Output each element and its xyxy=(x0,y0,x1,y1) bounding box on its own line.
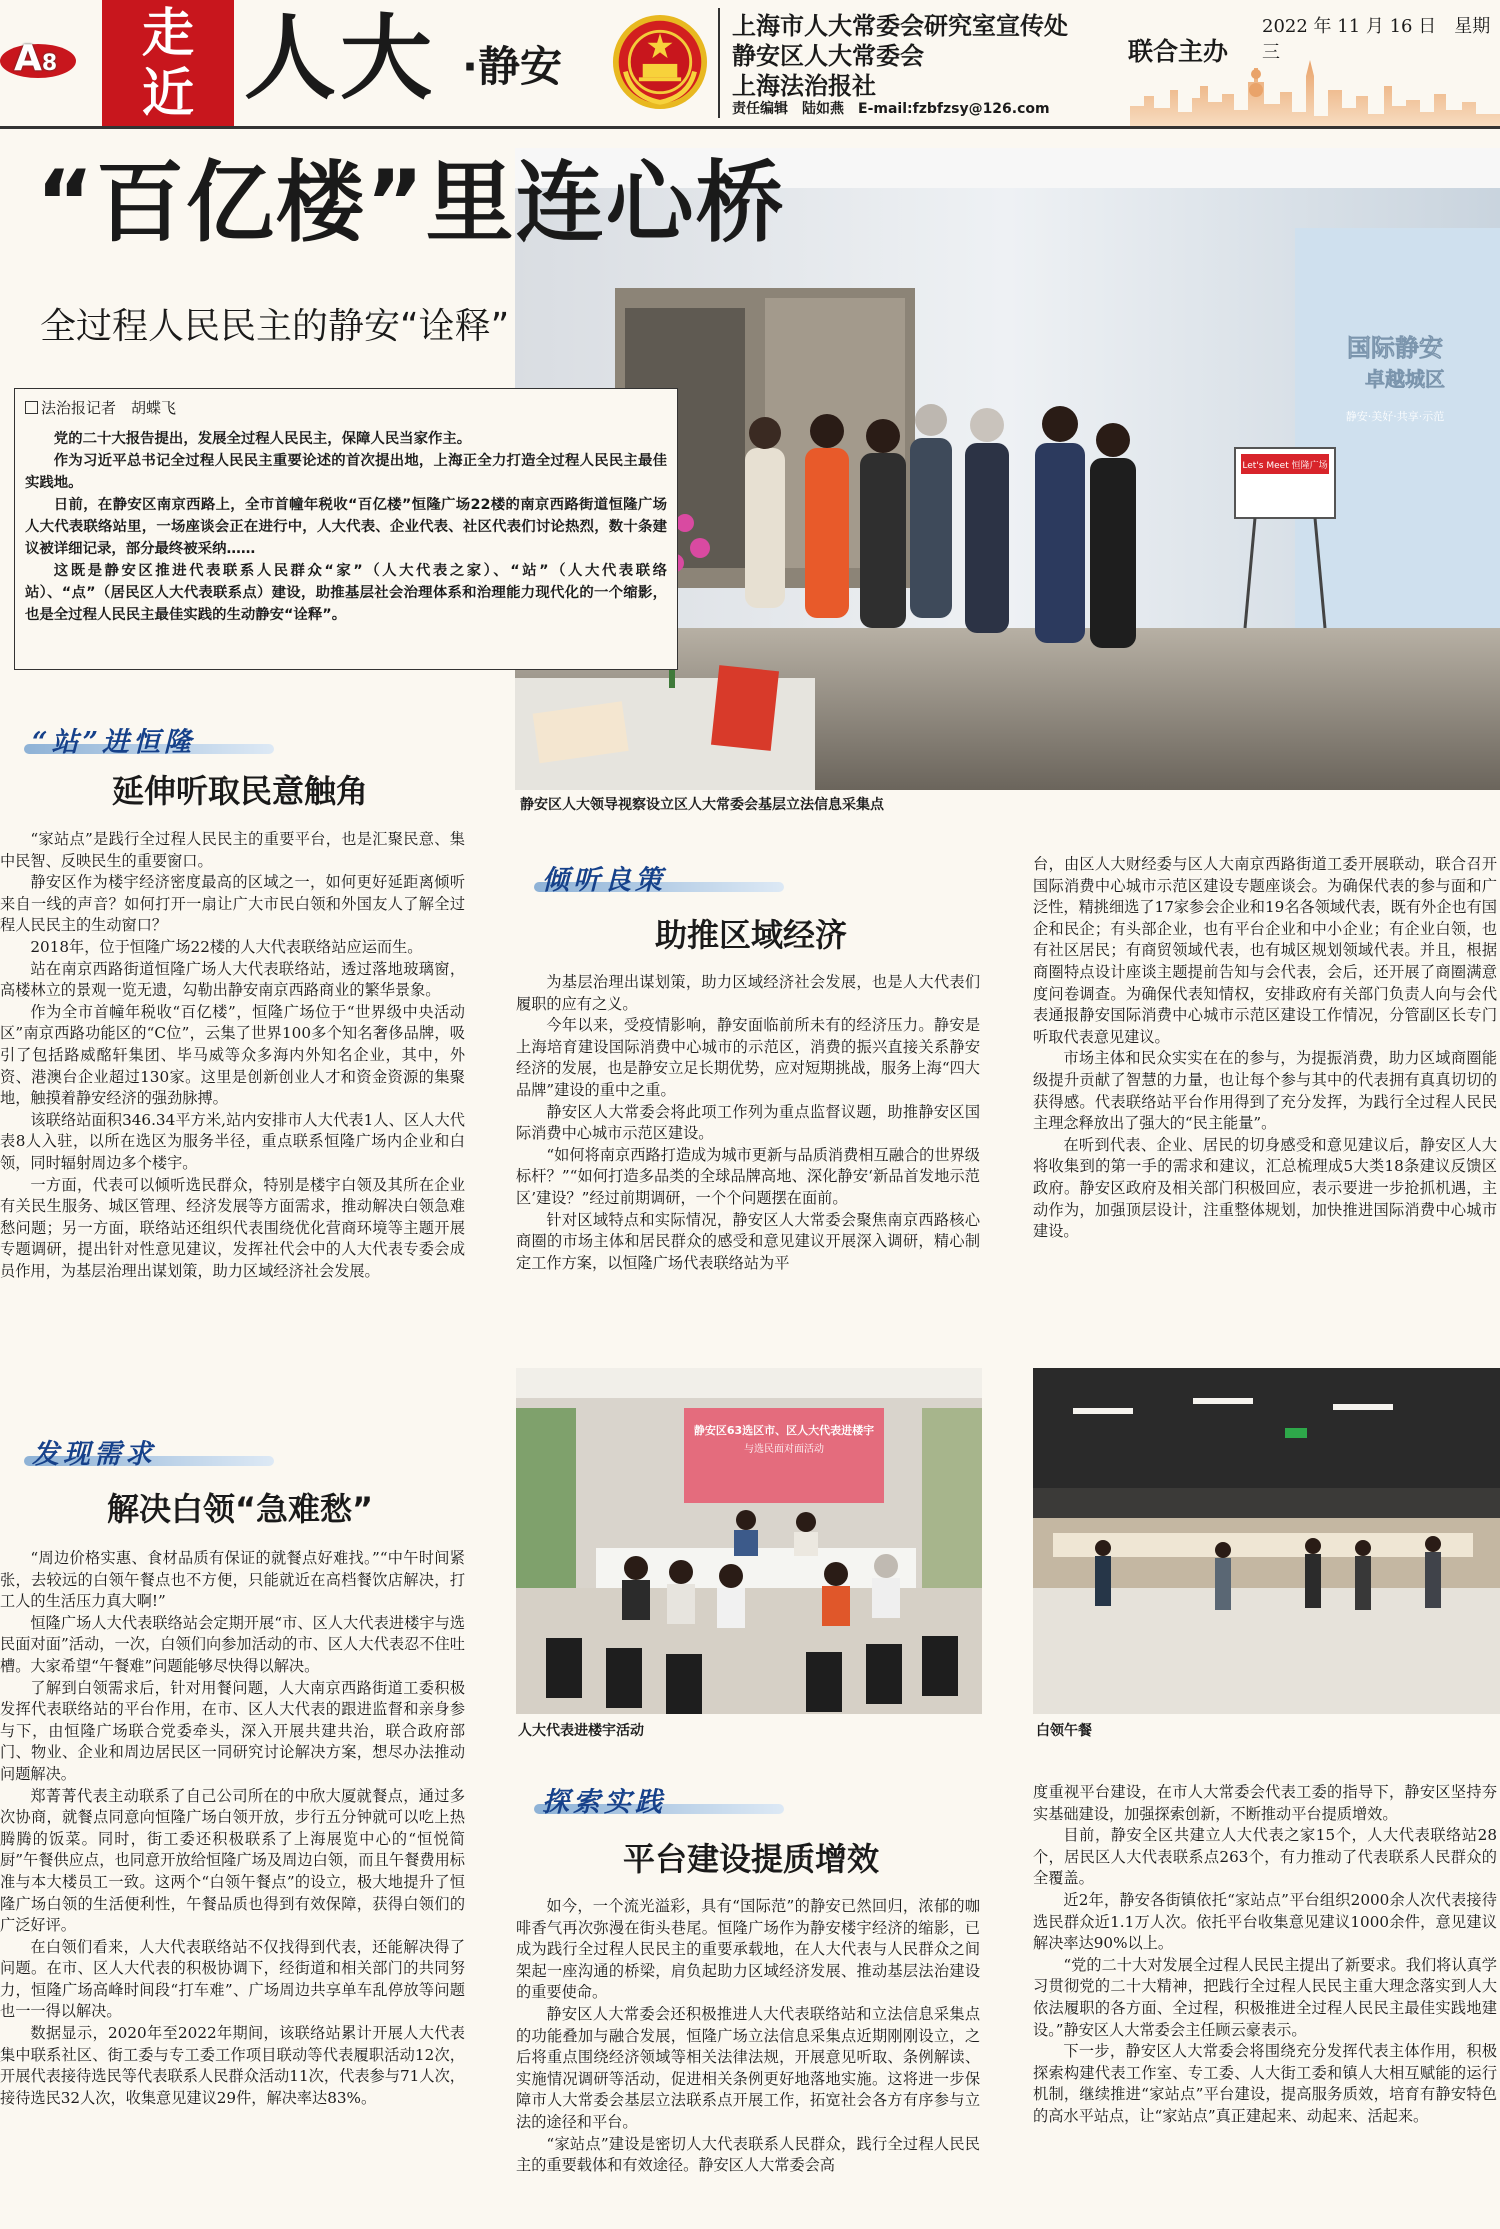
section4-title: 平台建设提质增效 xyxy=(622,1840,879,1878)
section3-paragraph: 台，由区人大财经委与区人大南京西路街道工委开展联动，联合召开国际消费中心城市示范区建设专题座谈会。为确保代表的参与面和广泛性，精挑细选了17家参会企业和19名各领域代表，既有外企也有国企和民企；有头部企业，也有平台企业和中小企业；有企业白领，也有社区居民；有商贸领域代表，也有城区规划领域代表。并且，根据商圈特点设计座谈主题提前告知与会代表，会后，还开展了商圈满意度问卷调查。为确保代表知情权，安排政府有关部门负责人向与会代表通报静安国际消费中心城市示范区建设工作情况，分管副区长专门听取代表意见建议。 xyxy=(1033,855,1497,1046)
section1-title: 延伸听取民意触角 xyxy=(111,772,368,810)
section3-paragraph: 为基层治理出谋划策，助力区域经济社会发展，也是人大代表们履职的应有之义。 xyxy=(516,973,980,1013)
masthead-rule xyxy=(0,126,1500,129)
section3-paragraph: 针对区域特点和实际情况，静安区人大常委会聚焦南京西路核心商圈的市场主体和居民群众的感受和意见建议开展深入调研，精心制定工作方案，以恒隆广场代表联络站为平 xyxy=(516,1210,980,1272)
section1-body xyxy=(0,829,465,1282)
byline xyxy=(25,397,667,418)
section4-paragraph: 度重视平台建设，在市人大常委会代表工委的指导下，静安区坚持夯实基础建设，加强探索创新，不断推动平台提质增效。 xyxy=(1033,1783,1497,1823)
headline: “百亿楼”里连心桥 xyxy=(36,151,786,254)
section4-paragraph: “家站点”建设是密切人大代表联系人民群众，践行全过程人民民主的重要载体和有效途径。静安区人大常委会高 xyxy=(516,2134,980,2175)
intro-paragraph: 这既是静安区推进代表联系人民群众“家”（人大代表之家）、“站”（人大代表联络站）、“点”（居民区人大代表联系点）建设，助推基层社会治理体系和治理能力现代化的一个缩影，也是全过程人民民主最佳实践的生动静安“诠释”。 xyxy=(25,563,667,623)
editor-line: 责任编辑 陆如燕 E-mail:fzbfzsy@126.com xyxy=(732,101,1050,117)
section3-title: 助推区域经济 xyxy=(654,916,847,954)
section1-paragraph: 作为全市首幢年税收“百亿楼”，恒隆广场位于“世界级中央活动区”南京西路功能区的“C位”，云集了世界100多个知名奢侈品牌，吸引了包括路威酩轩集团、毕马威等众多海内外知名企业，其中，外资、港澳台企业超过130家。这里是创新创业人才和资金资源的集聚地，触摸着静安经济的强劲脉搏。 xyxy=(0,1002,465,1108)
section4-paragraph: 下一步，静安区人大常委会将围绕充分发挥代表主体作用，积极探索构建代表工作室、专工委、人大街工委和镇人大相互赋能的运行机制，继续推进“家站点”平台建设，提高服务质效，培育有静安特色的高水平站点，让“家站点”真正建起来、动起来、活起来。 xyxy=(1033,2042,1497,2125)
section4-kicker xyxy=(542,1780,802,1820)
column-logo-block xyxy=(102,0,234,128)
meeting-banner-line-1: 静安区63选区市、区人大代表进楼宇 xyxy=(693,1424,875,1437)
page-digit: 8 xyxy=(41,51,58,76)
main-photo-caption: 静安区人大领导视察设立区人大常委会基层立法信息采集点 xyxy=(520,797,884,813)
section4-kicker-text: 探索实践 xyxy=(542,1787,666,1818)
byline-square-icon xyxy=(25,401,38,414)
section2-kicker-text: 发现需求 xyxy=(32,1439,156,1470)
lunch-photo xyxy=(1033,1368,1500,1714)
section1-paragraph: 2018年，位于恒隆广场22楼的人大代表联络站应运而生。 xyxy=(30,937,423,956)
section1-kicker-text: “站”进恒隆 xyxy=(32,727,196,758)
wall-slogan: 静安·美好·共享·示范 xyxy=(1345,410,1445,423)
section1-paragraph: 静安区作为楼宇经济密度最高的区域之一，如何更好延距离倾听来自一线的声音？如何打开一扇让广大市民白领和外国友人了解全过程人民民主的生动窗口？ xyxy=(0,873,465,935)
section3-paragraph: 市场主体和民众实实在在的参与，为提振消费，助力区域商圈能级提升贡献了智慧的力量，也让每个参与其中的代表拥有真真切切的获得感。代表联络站平台作用得到了充分发挥，为践行全过程人民民主理念释放出了强大的“民主能量”。 xyxy=(1033,1049,1497,1133)
wall-sign-1: 国际静安 xyxy=(1347,334,1443,362)
organizer-1: 上海市人大常委会研究室宣传处 xyxy=(732,12,1068,40)
national-emblem-icon xyxy=(612,14,708,110)
section2-title: 解决白领“急难愁” xyxy=(106,1490,374,1528)
page-letter: A xyxy=(14,38,42,79)
section1-paragraph: 站在南京西路街道恒隆广场人大代表联络站，透过落地玻璃窗，高楼林立的景观一览无遗，勾勒出静安南京西路商业的繁华景象。 xyxy=(0,959,465,1000)
organizer-2: 静安区人大常委会 xyxy=(732,42,924,70)
section2-kicker xyxy=(32,1432,292,1472)
meeting-photo xyxy=(516,1368,982,1714)
section1-paragraph: 该联络站面积346.34平方米,站内安排市人大代表1人、区人大代表8人入驻，以所在选区为服务半径，重点联系恒隆广场内企业和白领，同时辐射周边多个楼宇。 xyxy=(0,1110,465,1172)
section2-paragraph: 数据显示，2020年至2022年期间，该联络站累计开展人大代表集中联系社区、街工委与专工委工作项目联动等代表履职活动12次，开展代表接待选民等代表联系人民群众活动11次，代表参与71人次，接待选民32人次，收集意见建议29件，解决率达83%。 xyxy=(0,2024,465,2107)
wall-sign-2: 卓越城区 xyxy=(1365,367,1445,391)
section2-body xyxy=(0,1548,465,2109)
section1-paragraph: “家站点”是践行全过程人民民主的重要平台，也是汇聚民意、集中民智、反映民生的重要窗口。 xyxy=(0,830,465,870)
intro-paragraph: 作为习近平总书记全过程人民民主重要论述的首次提出地，上海正全力打造全过程人民民主最佳实践地。 xyxy=(25,453,667,491)
section2-paragraph: 恒隆广场人大代表联络站会定期开展“市、区人大代表进楼宇与选民面对面”活动，一次，白领们向参加活动的市、区人大代表忍不住吐槽。大家希望“午餐难”问题能够尽快得以解决。 xyxy=(0,1613,465,1675)
intro-paragraph: 日前，在静安区南京西路上，全市首幢年税收“百亿楼”恒隆广场22楼的南京西路街道恒隆广场人大代表联络站里，一场座谈会正在进行中，人大代表、企业代表、社区代表们讨论热烈，数十条建议被详细记录，部分最终被采纳…… xyxy=(25,497,667,557)
column-title: 人大 xyxy=(244,5,437,112)
section3-body-col-a xyxy=(516,972,980,1274)
section3-kicker-text: 倾听良策 xyxy=(542,865,666,896)
joint-organizer-label: 联合主办 xyxy=(1128,37,1229,66)
section4-body-col-b xyxy=(1033,1782,1497,2128)
section4-paragraph: 静安区人大常委会还积极推进人大代表联络站和立法信息采集点的功能叠加与融合发展，恒隆广场立法信息采集点近期刚刚设立，之后将重点围绕经济领域等相关法律法规，开展意见听取、条例解读、实施情况调研等活动，促进相关条例更好地落地实施。这将进一步保障市人大常委会基层立法联系点开展工作，拓宽社会各方有序参与立法的途径和平台。 xyxy=(516,2004,980,2131)
masthead-divider xyxy=(718,8,720,118)
section4-paragraph: “党的二十大对发展全过程人民民主提出了新要求。我们将认真学习贯彻党的二十大精神，把践行全过程人民民主重大理念落实到人大依法履职的各方面、全过程，积极推进全过程人民民主最佳实践地建设。”静安区人大常委会主任顾云豪表示。 xyxy=(1033,1955,1497,2039)
section4-paragraph: 目前，静安全区共建立人大代表之家15个，人大代表联络站28个，居民区人大代表联系点263个，有力推动了代表联系人民群众的全覆盖。 xyxy=(1033,1826,1497,1888)
section3-paragraph: “如何将南京西路打造成为城市更新与品质消费相互融合的世界级标杆？”“如何打造多品类的全球品牌高地、深化静安‘新品首发地示范区’建设？”经过前期调研，一个个问题摆在面前。 xyxy=(516,1145,980,1207)
page-number-badge xyxy=(0,30,80,90)
organizer-3: 上海法治报社 xyxy=(732,72,876,100)
section2-paragraph: 郑菁菁代表主动联系了自己公司所在的中欣大厦就餐点，通过多次协商，就餐点同意向恒隆广场白领开放，步行五分钟就可以吃上热腾腾的饭菜。同时，街工委还积极联系了上海展览中心的“恒悦简厨”午餐供应点，也同意开放给恒隆广场及周边白领，而且午餐费用标准与本大楼员工一致。这两个“白领午餐点”的设立，极大地提升了恒隆广场白领的生活便利性，午餐品质也得到有效保障，获得白领们的广泛好评。 xyxy=(0,1786,465,1935)
section1-kicker xyxy=(32,720,292,760)
intro-box xyxy=(14,388,678,670)
section3-body-col-b xyxy=(1033,854,1497,1243)
meeting-banner-line-2: 与选民面对面活动 xyxy=(744,1444,824,1455)
masthead xyxy=(0,0,1500,128)
section2-paragraph: “周边价格实惠、食材品质有保证的就餐点好难找。”“中午时间紧张，去较远的白领午餐点也不方便，只能就近在高档餐饮店解决，打工人的生活压力真大啊!” xyxy=(0,1549,465,1611)
lunch-photo-caption: 白领午餐 xyxy=(1036,1723,1092,1739)
section2-paragraph: 了解到白领需求后，针对用餐问题，人大南京西路街道工委积极发挥代表联络站的平台作用，在市、区人大代表的跟进监督和亲身参与下，由恒隆广场联合党委牵头，深入开展共建共治，联合政府部门、物业、企业和周边居民区一同研究讨论解决方案，想尽办法推动问题解决。 xyxy=(0,1678,465,1783)
shanghai-skyline-icon xyxy=(1130,56,1500,126)
section3-paragraph: 今年以来，受疫情影响，静安面临前所未有的经济压力。静安是上海培育建设国际消费中心城市的示范区，消费的振兴直接关系静安经济的发展，也是静安立足长期优势，应对短期挑战，服务上海“四大品牌”建设的重中之重。 xyxy=(516,1016,980,1099)
section3-paragraph: 在听到代表、企业、居民的切身感受和意见建议后，静安区人大将收集到的第一手的需求和建议，汇总梳理成5大类18条建议反馈区政府。静安区政府及相关部门积极回应，表示要进一步抢抓机遇，主动作为，加强顶层设计，注重整体规划，加快推进国际消费中心城市建设。 xyxy=(1033,1135,1497,1241)
section3-kicker xyxy=(542,858,802,898)
section3-paragraph: 静安区人大常委会将此项工作列为重点监督议题，助推静安区国际消费中心城市示范区建设。 xyxy=(516,1102,980,1143)
section1-paragraph: 一方面，代表可以倾听选民群众，特别是楼宇白领及其所在企业有关民生服务、城区管理、经济发展等方面需求，推动解决白领急难愁问题；另一方面，联络站还组织代表围绕优化营商环境等主题开展专题调研，提出针对性意见建议，发挥社代会中的人大代表专委会成员作用，为基层治理出谋划策，助力区域经济社会发展。 xyxy=(0,1175,465,1280)
section2-paragraph: 在白领们看来，人大代表联络站不仅找得到代表，还能解决得了问题。在市、区人大代表的积极协调下，经街道和相关部门的共同努力，恒隆广场高峰时间段“打车难”、广场周边共享单车乱停放等问题也一一得以解决。 xyxy=(0,1937,465,2021)
easel-sign-text: Let's Meet 恒隆广场 xyxy=(1242,461,1328,471)
column-logo-char-2: 近 xyxy=(141,64,194,124)
section4-paragraph: 如今，一个流光溢彩，具有“国际范”的静安已然回归，浓郁的咖啡香气再次弥漫在街头巷尾。恒隆广场作为静安楼宇经济的缩影，已成为践行全过程人民民主的重要承载地，在人大代表与人民群众之间架起一座沟通的桥梁，肩负起助力区域经济发展、推动基层法治建设的重要使命。 xyxy=(516,1897,980,2002)
section4-body-col-a xyxy=(516,1896,980,2177)
meeting-photo-caption: 人大代表进楼宇活动 xyxy=(518,1723,644,1739)
column-district: ·静安 xyxy=(462,42,562,91)
section4-paragraph: 近2年，静安各街镇依托“家站点”平台组织2000余人次代表接待选民群众近1.1万人次。依托平台收集意见建议1000余件，意见建议解决率达90%以上。 xyxy=(1033,1890,1497,1953)
intro-paragraph: 党的二十大报告提出，发展全过程人民民主，保障人民当家作主。 xyxy=(53,431,472,447)
subheadline: 全过程人民民主的静安“诠释” xyxy=(40,306,510,347)
column-logo-char-1: 走 xyxy=(141,4,194,64)
issue-date: 2022 年 11 月 16 日 星期三 xyxy=(1262,16,1491,63)
byline-text: 法治报记者 胡蝶飞 xyxy=(41,399,177,417)
